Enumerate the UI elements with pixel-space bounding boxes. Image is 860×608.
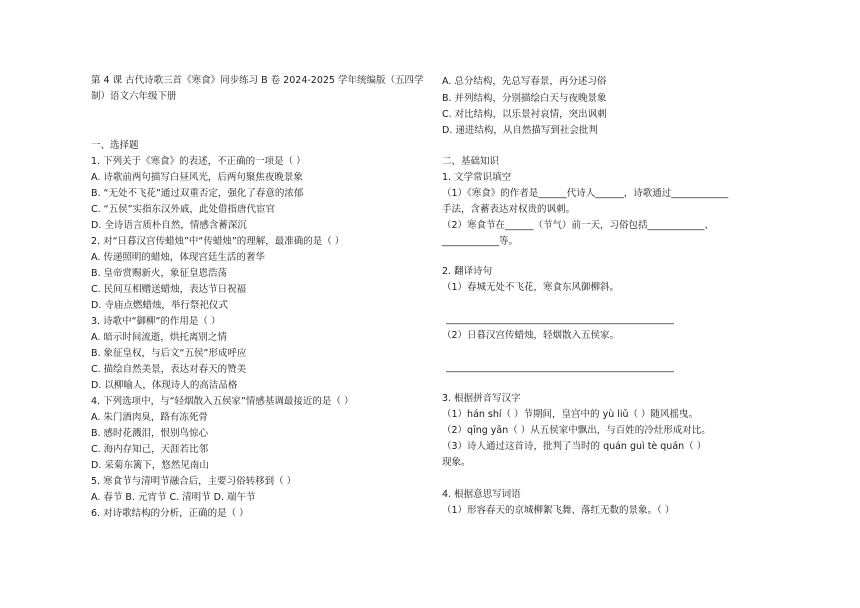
item-1-line-2: 手法，含蓄表达对权贵的讽刺。	[442, 204, 576, 215]
q4-option-c: C. 海内存知己，天涯若比邻	[91, 444, 209, 455]
item-1-line-4: ____________等。	[442, 236, 519, 247]
question-6: 6. 对诗歌结构的分析，正确的是（ ）	[91, 508, 249, 519]
q4-option-b: B. 感时花溅泪，恨别鸟惊心	[91, 428, 209, 439]
question-3: 3. 诗歌中“御柳”的作用是（ ）	[91, 316, 221, 327]
q3-option-b: B. 象征皇权，与后文“五侯”形成呼应	[91, 348, 247, 359]
item-3-heading: 3. 根据拼音写汉字	[442, 393, 521, 404]
item-4-line-1: （1）形容春天的京城柳絮飞舞、落红无数的景象。（ ）	[442, 505, 675, 516]
page-title: 第 4 课 古代诗歌三首《寒食》同步练习 B 卷 2024-2025 学年统编版（五四学制）语文六年级下册	[91, 75, 424, 102]
q1-option-a: A. 诗歌前两句描写白昼风光，后两句聚焦夜晚景象	[91, 172, 303, 183]
q6-option-b: B. 并列结构，分别描绘白天与夜晚景象	[442, 93, 607, 104]
q3-option-a: A. 暗示时间流逝，烘托离别之情	[91, 332, 227, 343]
answer-blank-1: ________________________________________________	[446, 314, 674, 325]
item-4-heading: 4. 根据意思写词语	[442, 489, 521, 500]
item-3-line-4: 现象。	[442, 457, 471, 468]
q2-option-d: D. 寺庙点燃蜡烛，举行祭祀仪式	[91, 300, 228, 311]
item-2-line-2: （2）日暮汉宫传蜡烛，轻烟散入五侯家。	[442, 330, 620, 341]
q4-option-a: A. 朱门酒肉臭，路有冻死骨	[91, 412, 208, 423]
item-2-line-1: （1）春城无处不飞花，寒食东风御柳斜。	[442, 282, 620, 293]
q2-option-b: B. 皇帝赏赐新火，象征皇恩浩荡	[91, 268, 228, 279]
q5-options: A. 春节 B. 元宵节 C. 清明节 D. 端午节	[91, 492, 256, 503]
question-4: 4. 下列选项中，与“轻烟散入五侯家”情感基调最接近的是（ ）	[91, 396, 354, 407]
section-basics-heading: 二、基础知识	[442, 156, 500, 167]
q1-option-d: D. 全诗语言质朴自然，情感含蓄深沉	[91, 220, 247, 231]
q6-option-a: A. 总分结构，先总写春景，再分述习俗	[442, 76, 607, 87]
item-3-line-2: （2）qīng yān（ ）从五侯家中飘出，与百姓的冷灶形成对比。	[442, 425, 711, 436]
item-1-line-3: （2）寒食节在______（节气）前一天，习俗包括____________、	[442, 220, 715, 231]
section-choice-heading: 一、选择题	[91, 140, 139, 151]
q2-option-a: A. 传递照明的蜡烛，体现宫廷生活的奢华	[91, 252, 265, 263]
item-2-heading: 2. 翻译诗句	[442, 266, 493, 277]
answer-blank-2: ________________________________________________	[446, 362, 674, 373]
q3-option-c: C. 描绘自然美景，表达对春天的赞美	[91, 364, 247, 375]
item-3-line-1: （1）hán shí（ ）节期间，皇宫中的 yù liǔ（ ）随风摇曳。	[442, 409, 699, 420]
q6-option-d: D. 递进结构，从自然描写到社会批判	[442, 125, 598, 136]
q6-option-c: C. 对比结构，以乐景衬哀情，突出讽刺	[442, 109, 607, 120]
q1-option-c: C. “五侯”实指东汉外戚，此处借指唐代宦官	[91, 204, 276, 215]
q1-option-b: B. “无处不飞花”通过双重否定，强化了春意的浓郁	[91, 188, 304, 199]
question-5: 5. 寒食节与清明节融合后，主要习俗转移到（ ）	[91, 476, 297, 487]
question-2: 2. 对“日暮汉宫传蜡烛”中“传蜡烛”的理解，最准确的是（ ）	[91, 236, 345, 247]
item-1-line-1: （1）《寒食》的作者是______代诗人______，诗歌通过____________	[442, 188, 729, 199]
q4-option-d: D. 采菊东篱下，悠然见南山	[91, 460, 209, 471]
q2-option-c: C. 民间互相赠送蜡烛，表达节日祝福	[91, 284, 247, 295]
question-1: 1. 下列关于《寒食》的表述，不正确的一项是（ ）	[91, 156, 306, 167]
q3-option-d: D. 以柳喻人，体现诗人的高洁品格	[91, 380, 238, 391]
item-3-line-3: （3）诗人通过这首诗，批判了当时的 quán guì tè quán（ ）	[442, 441, 707, 452]
item-1-heading: 1. 文学常识填空	[442, 172, 512, 183]
